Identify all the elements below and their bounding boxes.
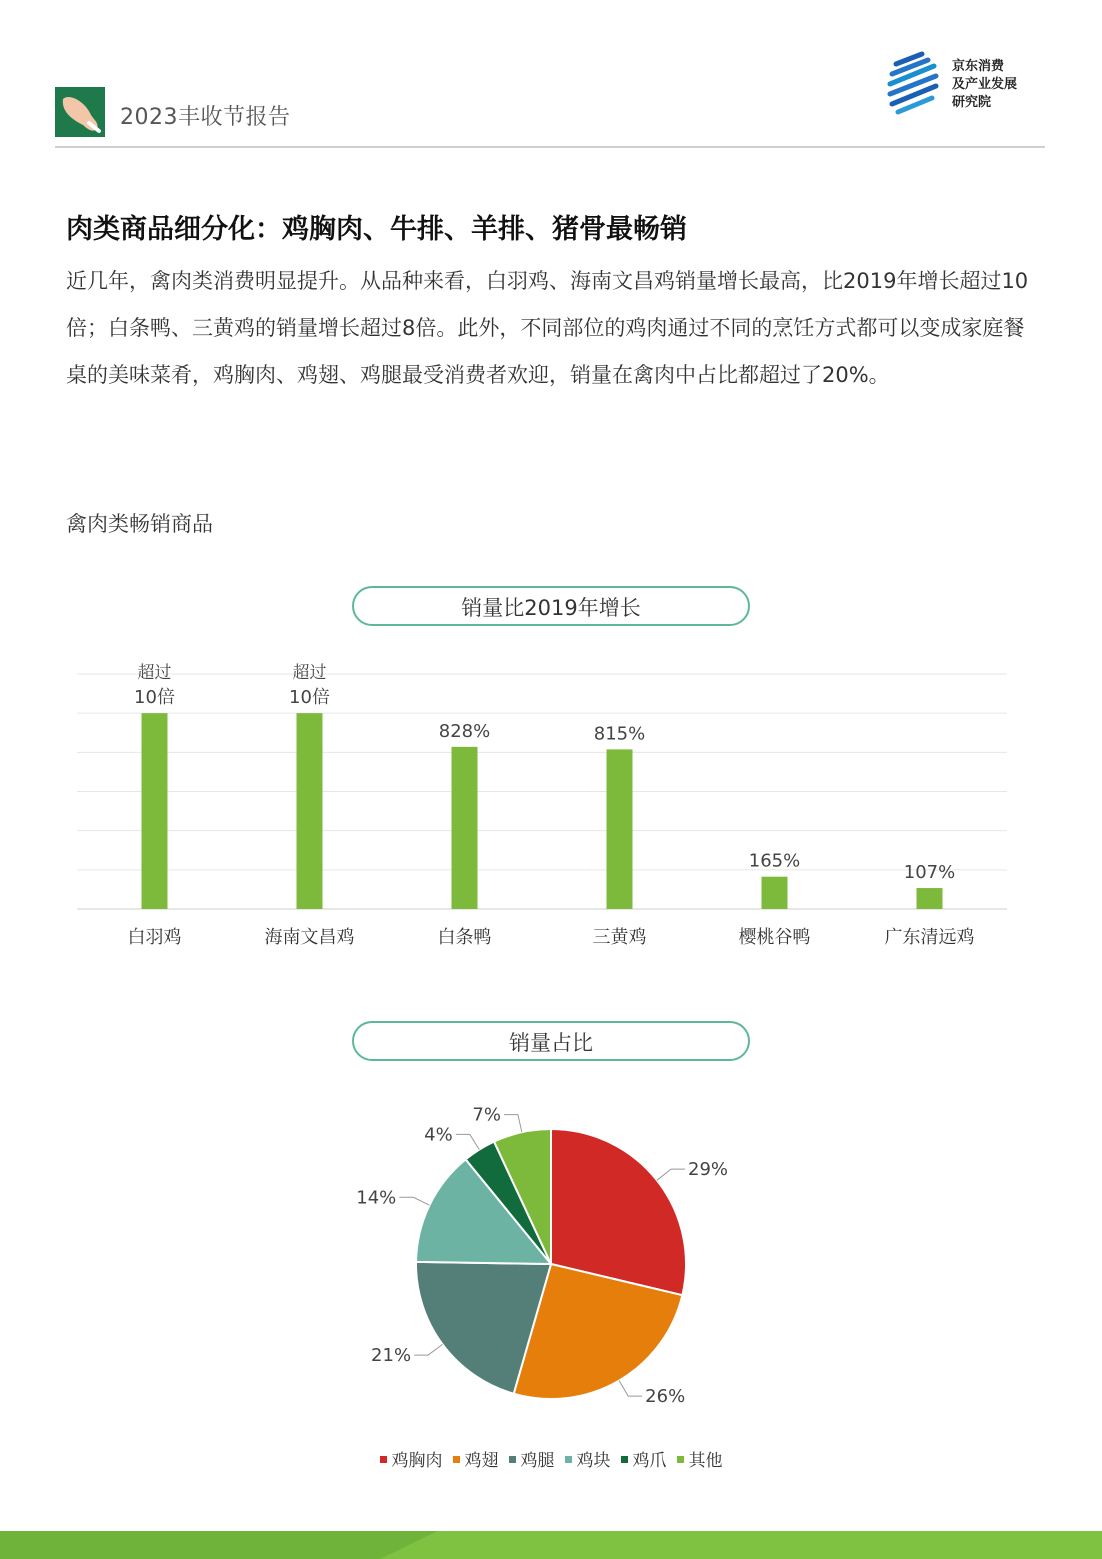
footer-band-accent: [380, 1531, 1102, 1559]
body-paragraph: 近几年，禽肉类消费明显提升。从品种来看，白羽鸡、海南文昌鸡销量增长最高，比2019年增长超过10倍；白条鸭、三黄鸡的销量增长超过8倍。此外，不同部位的鸡肉通过不同的烹饪方式都可以变成家庭餐桌的美味菜肴，鸡胸肉、鸡翅、鸡腿最受消费者欢迎，销量在禽肉中占比都超过了20%。: [66, 269, 1029, 387]
legend-label: 鸡块: [576, 1451, 611, 1471]
institute-name-line3: 研究院: [952, 95, 992, 110]
legend-swatch: [453, 1456, 460, 1463]
bar-data-label: 10倍: [134, 687, 175, 709]
legend-item: [509, 1446, 555, 1471]
institute-name: [952, 58, 1017, 112]
chart-caption: 禽肉类畅销商品: [66, 512, 213, 536]
page-header: [0, 0, 1102, 150]
pie-chart-title: 销量占比: [352, 1021, 750, 1061]
section-title: 肉类商品细分化：鸡胸肉、牛排、羊排、猪骨最畅销: [66, 214, 687, 245]
legend-item: [380, 1446, 443, 1471]
pie-leader-line: [657, 1169, 685, 1180]
bar-2: [452, 747, 478, 909]
x-tick-label: 樱桃谷鸭: [738, 927, 811, 948]
pie-data-label: 14%: [356, 1187, 397, 1209]
legend-label: 鸡爪: [632, 1451, 667, 1471]
legend-item: [565, 1446, 611, 1471]
bar-4: [762, 877, 788, 909]
bar-0: [142, 713, 168, 909]
legend-label: 其他: [688, 1451, 723, 1471]
pie-data-label: 4%: [424, 1124, 453, 1146]
x-tick-label: 白羽鸡: [127, 927, 182, 948]
bar-data-label: 107%: [903, 862, 956, 884]
x-tick-label: 广东清远鸡: [884, 927, 975, 948]
legend-item: [453, 1446, 499, 1471]
legend-swatch: [565, 1456, 572, 1463]
legend-swatch: [677, 1456, 684, 1463]
pie-data-label: 21%: [371, 1345, 412, 1367]
pie-data-label: 7%: [472, 1104, 501, 1126]
bar-3: [607, 749, 633, 909]
bar-data-label: 828%: [438, 720, 491, 742]
legend-item: [621, 1446, 667, 1471]
bar-data-label: 165%: [748, 850, 801, 872]
report-title: 2023丰收节报告: [120, 105, 291, 130]
bar-data-label: 超过: [292, 663, 327, 684]
pie-data-label: 26%: [645, 1386, 686, 1408]
institute-name-line1: 京东消费: [952, 59, 1005, 74]
bar-1: [297, 713, 323, 909]
legend-item: [677, 1446, 723, 1471]
pie-leader-line: [456, 1134, 480, 1149]
x-tick-label: 白条鸭: [437, 927, 492, 948]
legend-label: 鸡翅: [464, 1451, 499, 1471]
header-divider: [55, 146, 1045, 148]
bar-5: [917, 888, 943, 909]
jd-institute-logo: [886, 50, 946, 120]
legend-swatch: [621, 1456, 628, 1463]
bar-data-label: 10倍: [289, 687, 330, 709]
pie-leader-line: [619, 1381, 642, 1397]
legend-label: 鸡胸肉: [391, 1451, 443, 1471]
bar-chart: [0, 640, 1102, 970]
pie-legend: [0, 1446, 1102, 1471]
bar-chart-title: 销量比2019年增长: [352, 586, 750, 626]
pie-data-label: 29%: [688, 1159, 729, 1181]
legend-label: 鸡腿: [520, 1451, 555, 1471]
bar-data-label: 815%: [593, 723, 646, 745]
pie-leader-line: [399, 1197, 429, 1205]
legend-swatch: [509, 1456, 516, 1463]
legend-swatch: [380, 1456, 387, 1463]
chicken-leg-logo: [55, 87, 105, 137]
institute-name-line2: 及产业发展: [952, 77, 1018, 92]
pie-leader-line: [414, 1344, 442, 1355]
x-tick-label: 三黄鸡: [592, 927, 647, 948]
x-tick-label: 海南文昌鸡: [264, 927, 355, 948]
bar-data-label: 超过: [137, 663, 172, 684]
pie-leader-line: [504, 1115, 522, 1133]
pie-chart: [0, 1090, 1102, 1420]
